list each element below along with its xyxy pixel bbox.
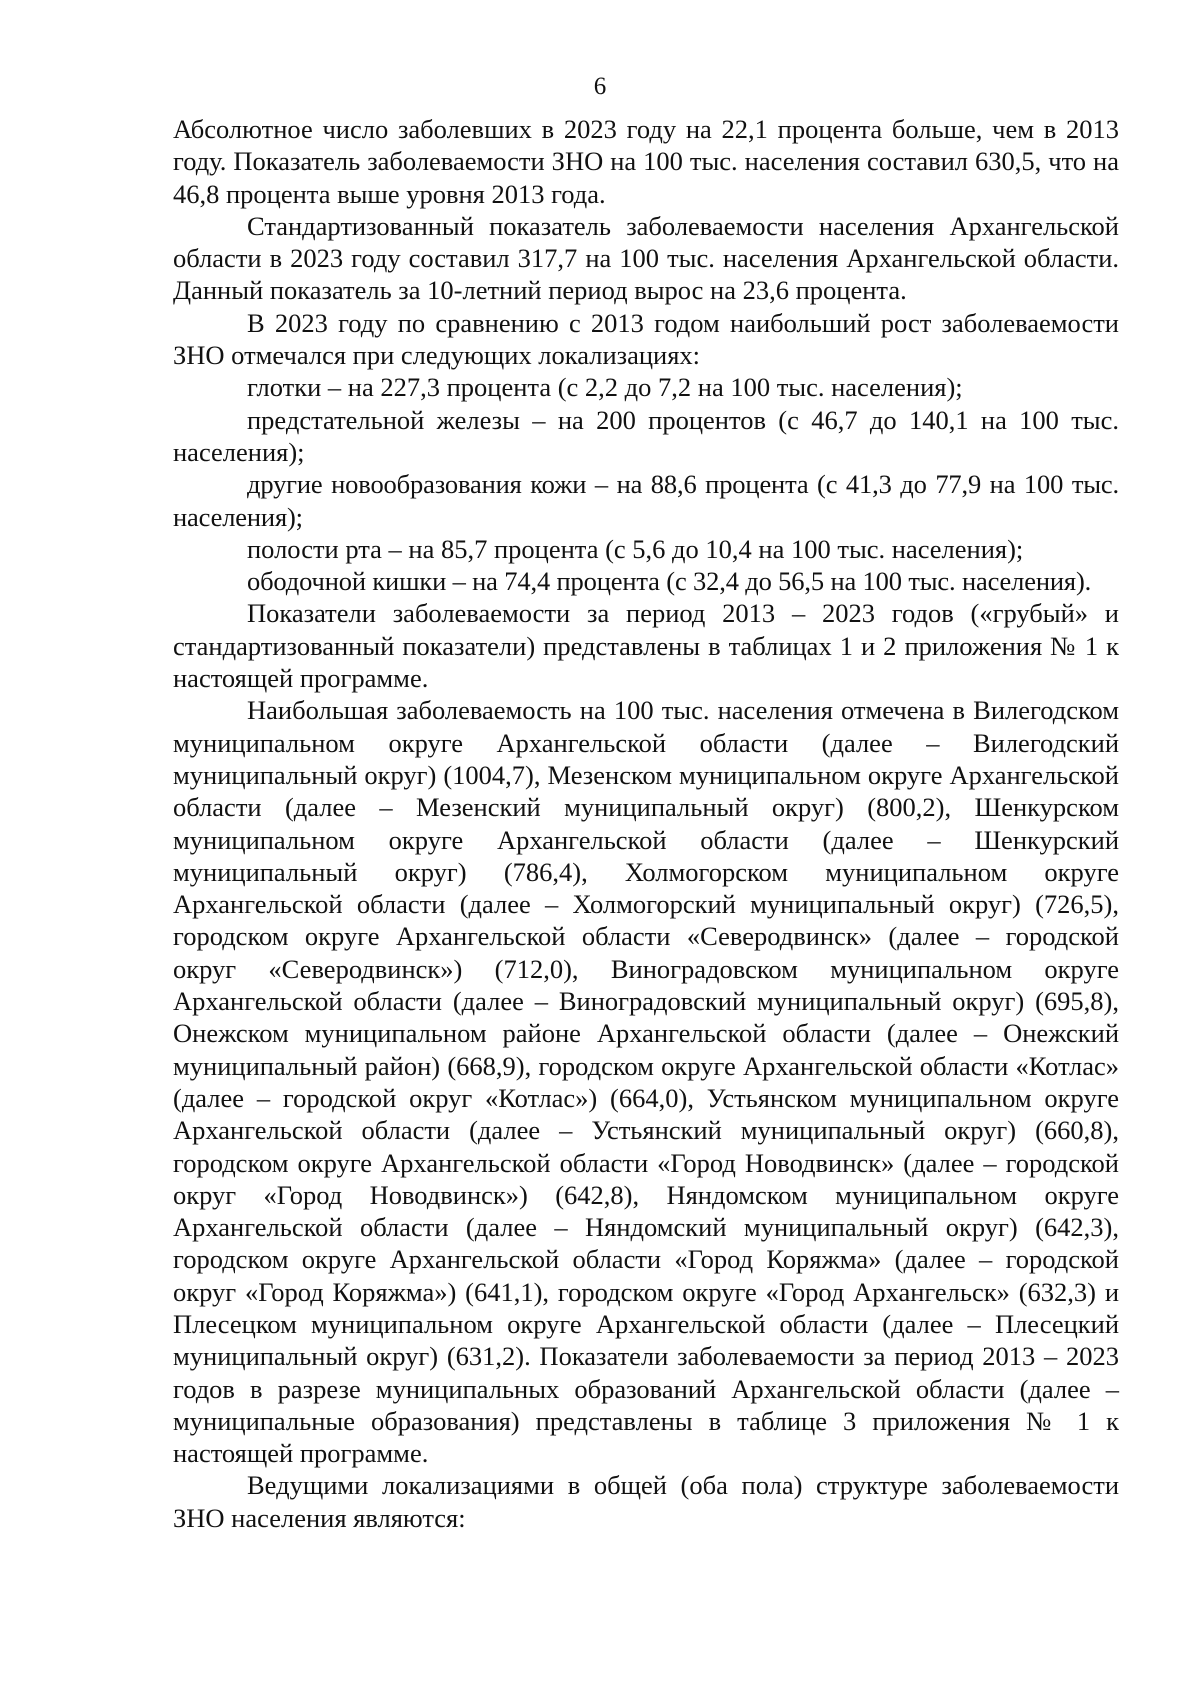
document-body [173, 113, 1119, 1534]
list-item-oral-cavity: полости рта – на 85,7 процента (с 5,6 до 10,4 на 100 тыс. населения); [247, 533, 1024, 564]
page-number: 6 [593, 73, 607, 100]
paragraph-absolute-incidence: Абсолютное число заболевших в 2023 году на 22,1 процента больше, чем в 2013 году. Показатель заболеваемости ЗНО на 100 тыс. населения составил 630,5, что на 46,8 процента выше уровня 2013 года. [173, 114, 1119, 209]
list-item-colon: ободочной кишки – на 74,4 процента (с 32,4 до 56,5 на 100 тыс. населения). [247, 566, 1092, 597]
paragraph-leading-localizations: Ведущими локализациями в общей (оба пола) структуре заболеваемости ЗНО населения являются: [173, 1470, 1119, 1533]
list-item-skin: другие новообразования кожи – на 88,6 процента (с 41,3 до 77,9 на 100 тыс. населения); [173, 469, 1119, 532]
list-item-pharynx: глотки – на 227,3 процента (с 2,2 до 7,2 на 100 тыс. населения); [247, 372, 963, 403]
paragraph-tables-reference: Показатели заболеваемости за период 2013 – 2023 годов («грубый» и стандартизованный показатели) представлены в таблицах 1 и 2 приложения № 1 к настоящей программе. [173, 598, 1119, 694]
paragraph-municipal-incidence: Наибольшая заболеваемость на 100 тыс. населения отмечена в Вилегодском муниципальном округе Архангельской области (далее – Вилегодский муниципальный округ) (1004,7), Мезенском муниципальном округе Архангельской области (далее – Мезенский муниципальный округ) (800,2), Шенкурском муниципальном округе Архангельской области (далее – Шенкурский муниципальный округ) (786,4), Холмогорском муниципальном округе Архангельской области (далее – Холмогорский муниципальный округ) (726,5), городском округе Архангельской области «Северодвинск» (далее – городской округ «Северодвинск») (712,0), Виноградовском муниципальном округе Архангельской области (далее – Виноградовский муниципальный округ) (695,8), Онежском муниципальном районе Архангельской области (далее – Онежский муниципальный район) (668,9), городском округе Архангельской области «Котлас» (далее – городской округ «Котлас») (664,0), Устьянском муниципальном округе Архангельской области (далее – Устьянский муниципальный округ) (660,8), городском округе Архангельской области «Город Новодвинск» (далее – городской округ «Город Новодвинск») (642,8), Няндомском муниципальном округе Архангельской области (далее – Няндомский муниципальный округ) (642,3), городском округе Архангельской области «Город Коряжма» (далее – городской округ «Город Коряжма») (641,1), городском округе «Город Архангельск» (632,3) и Плесецком муниципальном округе Архангельской области (далее – Плесецкий муниципальный округ) (631,2). Показатели заболеваемости за период 2013 – 2023 годов в разрезе муниципальных образований Архангельской области (далее – муниципальные образования) представлены в таблице 3 приложения № 1 к настоящей программе. [173, 695, 1119, 1469]
paragraph-growth-intro: В 2023 году по сравнению с 2013 годом наибольший рост заболеваемости ЗНО отмечался при следующих локализациях: [173, 307, 1119, 371]
paragraph-standardized-rate: Стандартизованный показатель заболеваемости населения Архангельской области в 2023 году составил 317,7 на 100 тыс. населения Архангельской области. Данный показатель за 10-летний период вырос на 23,6 процента. [173, 210, 1119, 306]
list-item-prostate: предстательной железы – на 200 процентов (с 46,7 до 140,1 на 100 тыс. населения); [173, 404, 1119, 467]
